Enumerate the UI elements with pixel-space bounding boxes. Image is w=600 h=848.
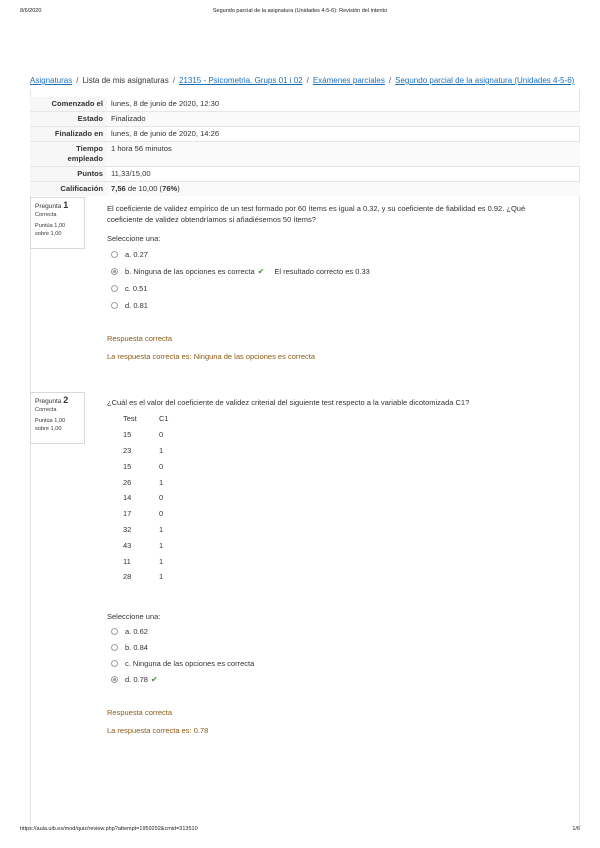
table-cell: 0 xyxy=(159,461,164,471)
summary-label: Finalizado en xyxy=(30,127,107,142)
summary-label: Estado xyxy=(30,112,107,127)
breadcrumb-separator: / xyxy=(388,76,392,85)
answer-option-selected[interactable] xyxy=(107,263,552,280)
print-header xyxy=(20,8,580,18)
question-score: Puntúa 1,00 sobre 1,00 xyxy=(35,223,66,237)
summary-label: Puntos xyxy=(30,167,107,182)
question-body-2 xyxy=(107,397,552,736)
table-cell: 0 xyxy=(159,493,164,503)
table-row xyxy=(123,443,195,459)
option-feedback: El resultado correcto es 0.33 xyxy=(274,267,370,276)
table-row xyxy=(123,569,195,585)
print-date: 8/6/2020 xyxy=(20,8,42,14)
summary-value: 11,33/15,00 xyxy=(107,167,580,182)
radio-button[interactable] xyxy=(111,644,118,651)
answer-option[interactable] xyxy=(107,656,552,672)
table-cell: 17 xyxy=(123,509,132,519)
summary-row xyxy=(30,127,580,142)
question-prompt: Seleccione una: xyxy=(107,611,161,621)
radio-button[interactable] xyxy=(111,628,118,635)
radio-button-checked[interactable] xyxy=(111,268,118,275)
table-cell: 0 xyxy=(159,509,164,519)
table-header: C1 xyxy=(159,414,169,424)
radio-button[interactable] xyxy=(111,285,118,292)
attempt-summary-table xyxy=(30,97,580,196)
breadcrumb-link-quiz[interactable]: Segundo parcial de la asignatura (Unidades 4-5-6) xyxy=(395,76,575,85)
breadcrumb-link-asignaturas[interactable]: Asignaturas xyxy=(30,76,73,85)
table-row xyxy=(123,474,195,490)
table-cell: 0 xyxy=(159,430,164,440)
feedback-answer: La respuesta correcta es: Ninguna de las opciones es correcta xyxy=(107,352,316,361)
radio-button[interactable] xyxy=(111,660,118,667)
summary-row xyxy=(30,142,580,167)
question-feedback xyxy=(107,707,552,736)
option-label: b. Ninguna de las opciones es correcta xyxy=(125,267,255,276)
option-label: c. Ninguna de las opciones es correcta xyxy=(125,659,255,669)
grade-max: de 10,00 ( xyxy=(125,184,163,193)
question-status: Correcta xyxy=(35,407,57,413)
question-number: Pregunta 1 xyxy=(35,200,69,210)
grade-score: 7,56 xyxy=(111,184,126,193)
summary-row-grade xyxy=(30,182,580,197)
option-label: d. 0.78 xyxy=(125,675,148,685)
grade-close: ) xyxy=(177,184,180,193)
breadcrumb-separator: / xyxy=(306,76,309,85)
summary-value: 1 hora 56 minutos xyxy=(107,142,580,167)
table-cell: 1 xyxy=(159,572,164,582)
question-score: Puntúa 1,00 sobre 1,00 xyxy=(35,418,66,432)
table-cell: 23 xyxy=(123,445,132,455)
breadcrumb-link-examenes[interactable]: Exámenes parciales xyxy=(312,76,385,85)
table-cell: 1 xyxy=(159,445,164,455)
question-feedback xyxy=(107,333,552,362)
table-cell: 14 xyxy=(123,493,132,503)
table-row xyxy=(123,427,195,443)
print-footer xyxy=(20,826,580,836)
print-page-number: 1/6 xyxy=(572,826,580,832)
table-header: Test xyxy=(123,414,137,424)
table-row xyxy=(123,458,195,474)
checkmark-icon: ✔ xyxy=(257,267,265,276)
question-info-1 xyxy=(30,197,85,249)
table-cell: 43 xyxy=(123,540,132,550)
summary-value: lunes, 8 de junio de 2020, 12:30 xyxy=(111,99,220,108)
table-row xyxy=(123,490,195,506)
table-header-row xyxy=(123,411,195,427)
table-cell: 15 xyxy=(123,430,132,440)
radio-button[interactable] xyxy=(111,251,118,258)
summary-row xyxy=(30,112,580,127)
question-body-1 xyxy=(107,203,552,362)
table-row xyxy=(123,506,195,522)
question-text: ¿Cuál es el valor del coeficiente de validez criterial del siguiente test respecto a la variable dicotomizada C1? xyxy=(107,398,470,407)
table-cell: 28 xyxy=(123,572,132,582)
answer-option[interactable] xyxy=(107,246,552,263)
feedback-status: Respuesta correcta xyxy=(107,707,173,717)
print-title: Segundo parcial de la asignatura (Unidades 4-5-6): Revisión del intento xyxy=(212,8,388,14)
answer-option[interactable] xyxy=(107,640,552,656)
breadcrumb xyxy=(30,76,590,85)
question-text: El coeficiente de validez empírico de un test formado por 60 ítems es igual a 0.32, y su coeficiente de fiabilidad es 0.92. ¿Qué coeficiente de validez obtendríamos si añadiésemos 50 ítems? xyxy=(107,204,526,224)
table-cell: 15 xyxy=(123,461,132,471)
grade-percent: 76% xyxy=(162,184,178,193)
summary-label: Comenzado el xyxy=(30,97,107,112)
breadcrumb-link-course[interactable]: 21315 - Psicometria. Grups 01 i 02 xyxy=(178,76,303,85)
table-cell: 26 xyxy=(123,477,132,487)
question-number: Pregunta 2 xyxy=(35,395,69,405)
option-label: a. 0.27 xyxy=(125,250,148,259)
summary-label: Tiempo empleado xyxy=(30,142,107,167)
option-label: b. 0.84 xyxy=(125,643,148,653)
summary-row xyxy=(30,167,580,182)
table-cell: 1 xyxy=(159,556,164,566)
summary-value: Finalizado xyxy=(107,112,580,127)
question-prompt: Seleccione una: xyxy=(107,234,161,243)
grade-value xyxy=(107,182,580,197)
data-table xyxy=(123,411,195,585)
summary-row xyxy=(30,97,580,112)
table-cell: 1 xyxy=(159,477,164,487)
feedback-status: Respuesta correcta xyxy=(107,334,173,343)
feedback-answer: La respuesta correcta es: 0.78 xyxy=(107,725,209,735)
table-cell: 11 xyxy=(123,556,131,566)
answer-option[interactable] xyxy=(107,624,552,640)
table-row xyxy=(123,522,195,538)
breadcrumb-separator: / xyxy=(76,76,79,85)
option-label: a. 0.62 xyxy=(125,627,148,637)
table-row xyxy=(123,537,195,553)
question-info-2 xyxy=(30,392,85,444)
checkmark-icon: ✔ xyxy=(150,675,158,685)
summary-value: lunes, 8 de junio de 2020, 14:26 xyxy=(107,127,580,142)
option-label: d. 0.81 xyxy=(125,301,148,310)
breadcrumb-separator: / xyxy=(172,76,175,85)
table-cell: 32 xyxy=(123,524,132,534)
question-status: Correcta xyxy=(35,212,57,218)
breadcrumb-item-mis-asignaturas: Lista de mis asignaturas xyxy=(82,76,169,85)
option-label: c. 0.51 xyxy=(125,284,148,293)
answer-option-selected[interactable] xyxy=(107,672,552,688)
table-cell: 1 xyxy=(159,524,164,534)
answer-option[interactable] xyxy=(107,297,552,314)
table-row xyxy=(123,553,195,569)
print-url: https://aula.uib.es/mod/quiz/review.php?attempt=1959292&cmid=313510 xyxy=(20,826,198,832)
answer-option[interactable] xyxy=(107,280,552,297)
summary-label: Calificación xyxy=(30,182,107,197)
radio-button[interactable] xyxy=(111,302,118,309)
table-cell: 1 xyxy=(159,540,164,550)
radio-button-checked[interactable] xyxy=(111,676,118,683)
